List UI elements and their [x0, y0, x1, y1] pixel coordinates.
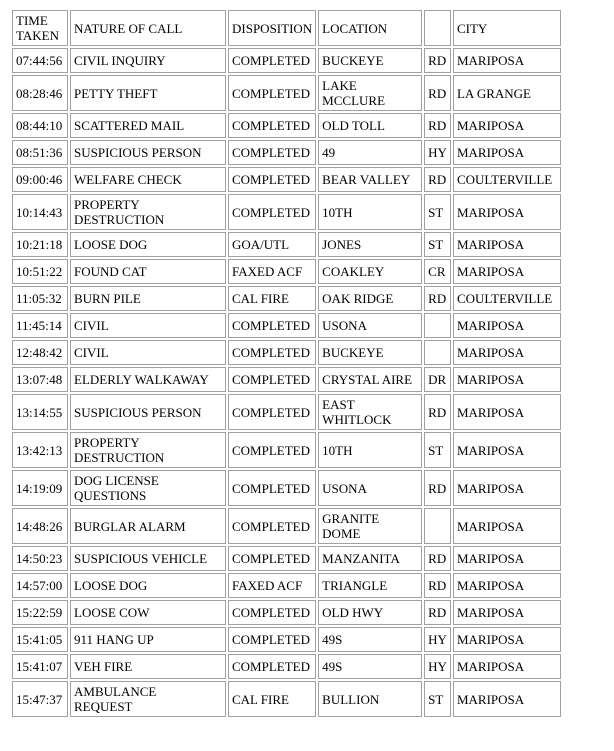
cell-location	[318, 286, 422, 311]
cell-location-line: WHITLOCK	[322, 412, 392, 427]
cell-time-taken: 07:44:56	[12, 48, 68, 73]
cell-disposition: COMPLETED	[228, 508, 316, 544]
cell-location-line: 10TH	[322, 204, 353, 220]
table-row	[12, 340, 561, 365]
cell-nature-of-call	[70, 627, 226, 652]
cell-location	[318, 140, 422, 165]
table-row	[12, 394, 561, 430]
cell-location	[318, 194, 422, 230]
cell-disposition: COMPLETED	[228, 75, 316, 111]
cell-city: MARIPOSA	[453, 681, 561, 717]
cell-street-suffix	[424, 340, 451, 365]
cell-location	[318, 432, 422, 468]
cell-street-suffix: RD	[424, 75, 451, 111]
cell-street-suffix: ST	[424, 232, 451, 257]
cell-location	[318, 232, 422, 257]
cell-disposition: COMPLETED	[228, 432, 316, 468]
cell-nature-of-call-line: BURN PILE	[74, 291, 141, 306]
cell-city: LA GRANGE	[453, 75, 561, 111]
table-row	[12, 259, 561, 284]
cell-location-line: BULLION	[322, 691, 380, 707]
cell-time-taken: 14:57:00	[12, 573, 68, 598]
cell-location-line: BUCKEYE	[322, 53, 384, 68]
cell-time-taken: 08:51:36	[12, 140, 68, 165]
cell-disposition: CAL FIRE	[228, 286, 316, 311]
table-header	[12, 10, 561, 46]
cell-location	[318, 508, 422, 544]
cell-nature-of-call	[70, 75, 226, 111]
header-suffix	[424, 10, 451, 46]
cell-street-suffix	[424, 508, 451, 544]
header-time-taken	[12, 10, 68, 46]
table-row	[12, 508, 561, 544]
cell-nature-of-call	[70, 432, 226, 468]
table-row	[12, 432, 561, 468]
table-row	[12, 113, 561, 138]
cell-location	[318, 681, 422, 717]
cell-time-taken: 15:41:05	[12, 627, 68, 652]
cell-time-taken: 15:22:59	[12, 600, 68, 625]
cell-location	[318, 600, 422, 625]
cell-nature-of-call	[70, 573, 226, 598]
cell-street-suffix: CR	[424, 259, 451, 284]
header-location: LOCATION	[318, 10, 422, 46]
table-body	[12, 48, 561, 717]
cell-location-line: 49S	[322, 632, 343, 647]
cell-nature-of-call-line: SCATTERED MAIL	[74, 118, 185, 133]
cell-nature-of-call-line: CIVIL INQUIRY	[74, 53, 166, 68]
cell-location	[318, 167, 422, 192]
cell-nature-of-call	[70, 194, 226, 230]
cell-street-suffix: RD	[424, 167, 451, 192]
cell-disposition: COMPLETED	[228, 113, 316, 138]
cell-nature-of-call	[70, 232, 226, 257]
cell-city: COULTERVILLE	[453, 286, 561, 311]
cell-time-taken: 11:05:32	[12, 286, 68, 311]
cell-location	[318, 394, 422, 430]
cell-city: MARIPOSA	[453, 432, 561, 468]
cell-nature-of-call-line: ELDERLY WALKAWAY	[74, 372, 209, 387]
cell-location-line: 10TH	[322, 442, 353, 458]
cell-time-taken: 13:14:55	[12, 394, 68, 430]
header-time-line2: TAKEN	[16, 28, 60, 43]
cell-location-line: BUCKEYE	[322, 345, 384, 360]
cell-street-suffix: RD	[424, 573, 451, 598]
cell-disposition: COMPLETED	[228, 600, 316, 625]
cell-street-suffix: ST	[424, 681, 451, 717]
cell-location	[318, 627, 422, 652]
cell-location-line: USONA	[322, 480, 367, 496]
cell-nature-of-call	[70, 259, 226, 284]
cell-street-suffix: HY	[424, 654, 451, 679]
cell-location	[318, 259, 422, 284]
cell-nature-of-call	[70, 340, 226, 365]
table-row	[12, 573, 561, 598]
cell-nature-of-call-line: DOG LICENSE	[74, 473, 159, 488]
cell-time-taken: 10:21:18	[12, 232, 68, 257]
cell-location	[318, 340, 422, 365]
cell-nature-of-call-line: DESTRUCTION	[74, 212, 165, 227]
cell-nature-of-call-line: PETTY THEFT	[74, 85, 158, 101]
cell-location-line: BEAR VALLEY	[322, 172, 411, 187]
table-row	[12, 470, 561, 506]
cell-street-suffix: RD	[424, 546, 451, 571]
table-row	[12, 546, 561, 571]
cell-disposition: COMPLETED	[228, 367, 316, 392]
cell-nature-of-call	[70, 546, 226, 571]
header-nature-of-call: NATURE OF CALL	[70, 10, 226, 46]
cell-time-taken: 10:51:22	[12, 259, 68, 284]
header-row	[12, 10, 561, 46]
cell-time-taken: 12:48:42	[12, 340, 68, 365]
table-row	[12, 654, 561, 679]
cell-nature-of-call-line: QUESTIONS	[74, 488, 147, 503]
cell-time-taken: 10:14:43	[12, 194, 68, 230]
cell-time-taken: 08:44:10	[12, 113, 68, 138]
cell-nature-of-call	[70, 470, 226, 506]
cell-time-taken: 08:28:46	[12, 75, 68, 111]
table-row	[12, 681, 561, 717]
cell-nature-of-call-line: BURGLAR ALARM	[74, 518, 186, 534]
cell-nature-of-call	[70, 600, 226, 625]
cell-street-suffix: RD	[424, 600, 451, 625]
cell-nature-of-call-line: REQUEST	[74, 699, 133, 714]
cell-location	[318, 113, 422, 138]
cell-disposition: COMPLETED	[228, 194, 316, 230]
cell-location	[318, 313, 422, 338]
cell-street-suffix	[424, 313, 451, 338]
cell-location-line: EAST	[322, 397, 355, 412]
cell-nature-of-call-line: DESTRUCTION	[74, 450, 165, 465]
cell-location-line: DOME	[322, 526, 361, 541]
cell-nature-of-call-line: SUSPICIOUS PERSON	[74, 404, 202, 420]
table-row	[12, 367, 561, 392]
cell-location	[318, 75, 422, 111]
cell-location-line: COAKLEY	[322, 264, 385, 279]
cell-nature-of-call	[70, 113, 226, 138]
cell-disposition: COMPLETED	[228, 140, 316, 165]
cell-nature-of-call	[70, 654, 226, 679]
cell-nature-of-call	[70, 681, 226, 717]
cell-street-suffix: RD	[424, 113, 451, 138]
table-row	[12, 286, 561, 311]
cell-location-line: OLD HWY	[322, 605, 384, 620]
cell-disposition: COMPLETED	[228, 627, 316, 652]
cell-nature-of-call	[70, 140, 226, 165]
cell-nature-of-call-line: 911 HANG UP	[74, 632, 154, 647]
cell-nature-of-call-line: SUSPICIOUS VEHICLE	[74, 551, 208, 566]
cell-disposition: COMPLETED	[228, 340, 316, 365]
cell-location	[318, 367, 422, 392]
table-row	[12, 48, 561, 73]
cell-disposition: COMPLETED	[228, 470, 316, 506]
cell-location	[318, 654, 422, 679]
cell-location-line: LAKE	[322, 78, 357, 93]
table-row	[12, 313, 561, 338]
cell-city: MARIPOSA	[453, 654, 561, 679]
cell-city: MARIPOSA	[453, 367, 561, 392]
cell-nature-of-call-line: LOOSE DOG	[74, 237, 148, 252]
cell-nature-of-call	[70, 508, 226, 544]
cell-time-taken: 14:19:09	[12, 470, 68, 506]
cell-location-line: CRYSTAL AIRE	[322, 372, 413, 387]
cell-disposition: GOA/UTL	[228, 232, 316, 257]
cell-nature-of-call	[70, 367, 226, 392]
table-row	[12, 140, 561, 165]
table-row	[12, 167, 561, 192]
cell-city: MARIPOSA	[453, 313, 561, 338]
cell-location-line: GRANITE	[322, 511, 380, 526]
cell-nature-of-call-line: VEH FIRE	[74, 659, 133, 674]
cell-location	[318, 470, 422, 506]
cell-street-suffix: RD	[424, 470, 451, 506]
cell-city: MARIPOSA	[453, 113, 561, 138]
cell-nature-of-call	[70, 286, 226, 311]
cell-city: MARIPOSA	[453, 232, 561, 257]
cell-disposition: COMPLETED	[228, 546, 316, 571]
cell-city: MARIPOSA	[453, 573, 561, 598]
cell-street-suffix: HY	[424, 627, 451, 652]
cell-location-line: TRIANGLE	[322, 578, 388, 593]
cell-nature-of-call-line: SUSPICIOUS PERSON	[74, 145, 202, 160]
cell-street-suffix: ST	[424, 194, 451, 230]
cell-city: MARIPOSA	[453, 140, 561, 165]
cell-nature-of-call-line: PROPERTY	[74, 435, 140, 450]
cell-disposition: FAXED ACF	[228, 573, 316, 598]
table-row	[12, 600, 561, 625]
header-disposition: DISPOSITION	[228, 10, 316, 46]
cell-nature-of-call-line: LOOSE COW	[74, 605, 150, 620]
cell-city: MARIPOSA	[453, 48, 561, 73]
cell-location-line: 49	[322, 145, 336, 160]
cell-city: MARIPOSA	[453, 508, 561, 544]
table-row	[12, 627, 561, 652]
cell-nature-of-call	[70, 394, 226, 430]
cell-nature-of-call-line: CIVIL	[74, 345, 109, 360]
table-row	[12, 75, 561, 111]
cell-street-suffix: RD	[424, 48, 451, 73]
table-row	[12, 232, 561, 257]
cell-nature-of-call-line: PROPERTY	[74, 197, 140, 212]
cell-city: COULTERVILLE	[453, 167, 561, 192]
cell-street-suffix: RD	[424, 394, 451, 430]
cell-city: MARIPOSA	[453, 470, 561, 506]
cell-location-line: MANZANITA	[322, 551, 400, 566]
cell-street-suffix: HY	[424, 140, 451, 165]
cell-time-taken: 11:45:14	[12, 313, 68, 338]
cell-time-taken: 09:00:46	[12, 167, 68, 192]
cell-disposition: COMPLETED	[228, 394, 316, 430]
call-log-table	[10, 8, 563, 719]
cell-nature-of-call-line: CIVIL	[74, 318, 109, 333]
cell-street-suffix: DR	[424, 367, 451, 392]
cell-location-line: OAK RIDGE	[322, 291, 394, 306]
cell-city: MARIPOSA	[453, 394, 561, 430]
cell-street-suffix: ST	[424, 432, 451, 468]
cell-disposition: COMPLETED	[228, 167, 316, 192]
cell-location-line: MCCLURE	[322, 93, 386, 108]
cell-disposition: COMPLETED	[228, 313, 316, 338]
table-row	[12, 194, 561, 230]
cell-disposition: COMPLETED	[228, 48, 316, 73]
cell-time-taken: 15:41:07	[12, 654, 68, 679]
cell-street-suffix: RD	[424, 286, 451, 311]
header-time-line1: TIME	[16, 13, 48, 28]
cell-city: MARIPOSA	[453, 627, 561, 652]
cell-time-taken: 13:42:13	[12, 432, 68, 468]
cell-nature-of-call	[70, 167, 226, 192]
cell-city: MARIPOSA	[453, 600, 561, 625]
cell-nature-of-call-line: FOUND CAT	[74, 264, 147, 279]
cell-nature-of-call-line: WELFARE CHECK	[74, 172, 182, 187]
cell-time-taken: 13:07:48	[12, 367, 68, 392]
cell-location-line: JONES	[322, 237, 362, 252]
cell-nature-of-call-line: LOOSE DOG	[74, 578, 148, 593]
cell-disposition: FAXED ACF	[228, 259, 316, 284]
cell-city: MARIPOSA	[453, 194, 561, 230]
cell-location	[318, 573, 422, 598]
cell-city: MARIPOSA	[453, 340, 561, 365]
cell-time-taken: 14:48:26	[12, 508, 68, 544]
cell-location	[318, 546, 422, 571]
cell-location	[318, 48, 422, 73]
cell-nature-of-call	[70, 48, 226, 73]
cell-disposition: CAL FIRE	[228, 681, 316, 717]
cell-city: MARIPOSA	[453, 546, 561, 571]
cell-location-line: 49S	[322, 659, 343, 674]
cell-nature-of-call	[70, 313, 226, 338]
header-city: CITY	[453, 10, 561, 46]
cell-location-line: OLD TOLL	[322, 118, 385, 133]
cell-nature-of-call-line: AMBULANCE	[74, 684, 157, 699]
cell-location-line: USONA	[322, 318, 367, 333]
cell-time-taken: 14:50:23	[12, 546, 68, 571]
cell-city: MARIPOSA	[453, 259, 561, 284]
cell-time-taken: 15:47:37	[12, 681, 68, 717]
cell-disposition: COMPLETED	[228, 654, 316, 679]
